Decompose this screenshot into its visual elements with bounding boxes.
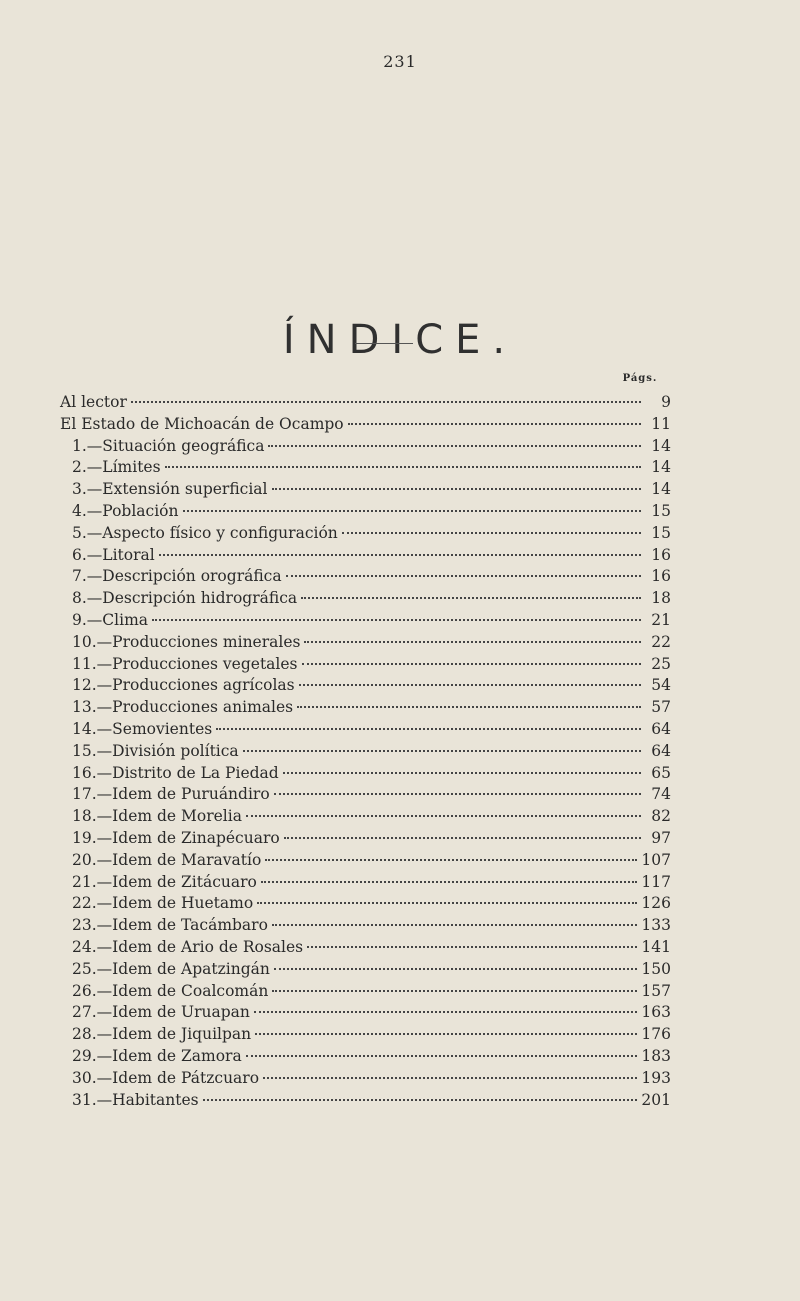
toc-entry-label: 7.—Descripción orográfica xyxy=(72,567,282,586)
dot-leader xyxy=(159,554,641,556)
toc-entry-page: 157 xyxy=(641,981,671,1000)
toc-entry-label: 22.—Idem de Huetamo xyxy=(72,894,254,913)
toc-entry xyxy=(60,675,671,697)
toc-entry-label: 28.—Idem de Jiquilpan xyxy=(72,1025,252,1044)
toc-entry xyxy=(60,719,671,741)
toc-entry xyxy=(60,1046,671,1068)
toc-entry-page: 16 xyxy=(651,567,671,586)
toc-entry-page: 9 xyxy=(661,393,671,411)
toc-entry xyxy=(60,566,671,588)
toc-entry-page: 97 xyxy=(651,828,671,847)
toc-entry-page: 15 xyxy=(651,523,671,542)
toc-entry xyxy=(60,392,671,414)
toc-entry-label: 23.—Idem de Tacámbaro xyxy=(72,916,268,935)
toc-entry-label: 4.—Población xyxy=(72,501,179,520)
toc-entry xyxy=(60,545,671,567)
toc-entry-page: 141 xyxy=(641,937,671,956)
toc-entry-label: 9.—Clima xyxy=(72,610,149,629)
toc-entry-label: 6.—Litoral xyxy=(72,545,155,564)
dot-leader xyxy=(297,706,641,708)
toc-entry-label: 11.—Producciones vegetales xyxy=(72,654,298,673)
dot-leader xyxy=(272,924,637,926)
toc-entry-page: 133 xyxy=(641,916,671,935)
toc-entry xyxy=(60,414,671,436)
toc-entry-label: 19.—Idem de Zinapécuaro xyxy=(72,828,280,847)
dot-leader xyxy=(216,728,641,730)
toc-entry xyxy=(60,697,671,719)
toc-entry xyxy=(60,436,671,458)
toc-entry xyxy=(60,501,671,523)
toc-entry-page: 64 xyxy=(651,719,671,738)
toc-entry xyxy=(60,893,671,915)
dot-leader xyxy=(268,445,641,447)
toc-entry xyxy=(60,741,671,763)
toc-entry-page: 150 xyxy=(641,959,671,978)
dot-leader xyxy=(283,772,641,774)
toc-entry xyxy=(60,1024,671,1046)
dot-leader xyxy=(274,968,638,970)
toc-entry-page: 57 xyxy=(651,698,671,717)
title-divider xyxy=(355,343,413,344)
pages-column-header: Págs. xyxy=(622,373,658,384)
dot-leader xyxy=(284,837,641,839)
dot-leader xyxy=(263,1077,637,1079)
toc-entry-label: 12.—Producciones agrícolas xyxy=(72,676,295,695)
toc-entry-label: 2.—Límites xyxy=(72,458,161,477)
toc-entry xyxy=(60,828,671,850)
toc-entry-label: 29.—Idem de Zamora xyxy=(72,1046,242,1065)
toc-entry xyxy=(60,1002,671,1024)
toc-entry-page: 107 xyxy=(641,850,671,869)
toc-entry-page: 163 xyxy=(641,1003,671,1022)
toc-entry-label: 17.—Idem de Puruándiro xyxy=(72,785,270,804)
toc-entry-label: 1.—Situación geográfica xyxy=(72,436,265,455)
toc-entry xyxy=(60,654,671,676)
toc-entry xyxy=(60,632,671,654)
toc-entry xyxy=(60,588,671,610)
dot-leader xyxy=(304,641,641,643)
toc-entry-page: 25 xyxy=(651,654,671,673)
toc-entry-page: 176 xyxy=(641,1025,671,1044)
toc-entry-label: 24.—Idem de Ario de Rosales xyxy=(72,937,304,956)
dot-leader xyxy=(255,1033,637,1035)
toc-entry-label: 21.—Idem de Zitácuaro xyxy=(72,872,257,891)
toc-entry-label: 3.—Extensión superficial xyxy=(72,480,268,499)
toc-entry-label: 18.—Idem de Morelia xyxy=(72,807,242,826)
toc-entry-page: 82 xyxy=(651,807,671,826)
toc-entry-label: El Estado de Michoacán de Ocampo xyxy=(60,414,344,433)
toc-entry xyxy=(60,523,671,545)
dot-leader xyxy=(265,859,637,861)
dot-leader xyxy=(301,597,641,599)
dot-leader xyxy=(342,532,641,534)
dot-leader xyxy=(348,423,641,425)
toc-entry-label: 25.—Idem de Apatzingán xyxy=(72,959,270,978)
toc-entry-label: 14.—Semovientes xyxy=(72,719,213,738)
dot-leader xyxy=(152,619,641,621)
toc-entry-page: 14 xyxy=(651,458,671,477)
toc-entry-label: 13.—Producciones animales xyxy=(72,698,294,717)
toc-entry xyxy=(60,1068,671,1090)
toc-entry xyxy=(60,457,671,479)
toc-entry-label: Al lector xyxy=(60,393,127,411)
toc-entry xyxy=(60,784,671,806)
toc-entry-page: 64 xyxy=(651,741,671,760)
toc-entry-page: 15 xyxy=(651,501,671,520)
toc-entry-page: 193 xyxy=(641,1068,671,1087)
toc-entry-label: 31.—Habitantes xyxy=(72,1090,199,1109)
dot-leader xyxy=(254,1011,638,1013)
toc-entry xyxy=(60,937,671,959)
toc-entry xyxy=(60,763,671,785)
dot-leader xyxy=(131,401,641,403)
toc-entry-page: 74 xyxy=(651,785,671,804)
toc-entry-label: 30.—Idem de Pátzcuaro xyxy=(72,1068,260,1087)
toc-entry-page: 16 xyxy=(651,545,671,564)
dot-leader xyxy=(257,902,637,904)
toc-entry-label: 26.—Idem de Coalcomán xyxy=(72,981,269,1000)
dot-leader xyxy=(274,793,641,795)
toc-entry-label: 10.—Producciones minerales xyxy=(72,632,301,651)
dot-leader xyxy=(272,488,642,490)
toc-entry xyxy=(60,872,671,894)
dot-leader xyxy=(261,881,638,883)
toc-entry xyxy=(60,806,671,828)
toc-entry-label: 8.—Descripción hidrográfica xyxy=(72,589,298,608)
dot-leader xyxy=(246,1055,638,1057)
dot-leader xyxy=(307,946,637,948)
toc-entry-page: 54 xyxy=(651,676,671,695)
toc-entry-page: 117 xyxy=(641,872,671,891)
toc-entry xyxy=(60,610,671,632)
dot-leader xyxy=(243,750,641,752)
toc-entry-label: 15.—División política xyxy=(72,741,239,760)
toc-entry-label: 27.—Idem de Uruapan xyxy=(72,1003,250,1022)
dot-leader xyxy=(246,815,641,817)
dot-leader xyxy=(183,510,642,512)
page-title: ÍNDICE. xyxy=(282,316,518,363)
page-number: 231 xyxy=(383,52,417,71)
toc-entry xyxy=(60,915,671,937)
toc-entry-page: 18 xyxy=(651,589,671,608)
dot-leader xyxy=(272,990,637,992)
toc-entry xyxy=(60,1090,671,1112)
toc-entry-page: 11 xyxy=(651,414,671,433)
toc-entry xyxy=(60,981,671,1003)
toc-entry-label: 20.—Idem de Maravatío xyxy=(72,850,262,869)
dot-leader xyxy=(165,466,641,468)
dot-leader xyxy=(286,575,641,577)
toc-entry xyxy=(60,850,671,872)
toc-entry-page: 201 xyxy=(641,1090,671,1109)
dot-leader xyxy=(302,663,642,665)
toc-entry-page: 126 xyxy=(641,894,671,913)
toc-entry-label: 16.—Distrito de La Piedad xyxy=(72,763,279,782)
toc-entry-page: 65 xyxy=(651,763,671,782)
toc-entry xyxy=(60,959,671,981)
dot-leader xyxy=(203,1099,638,1101)
dot-leader xyxy=(299,684,641,686)
toc-entry xyxy=(60,479,671,501)
toc-entry-page: 21 xyxy=(651,610,671,629)
toc-entry-page: 183 xyxy=(641,1046,671,1065)
table-of-contents xyxy=(60,392,671,1111)
toc-entry-label: 5.—Aspecto físico y configuración xyxy=(72,523,338,542)
toc-entry-page: 22 xyxy=(651,632,671,651)
toc-entry-page: 14 xyxy=(651,480,671,499)
toc-entry-page: 14 xyxy=(651,436,671,455)
